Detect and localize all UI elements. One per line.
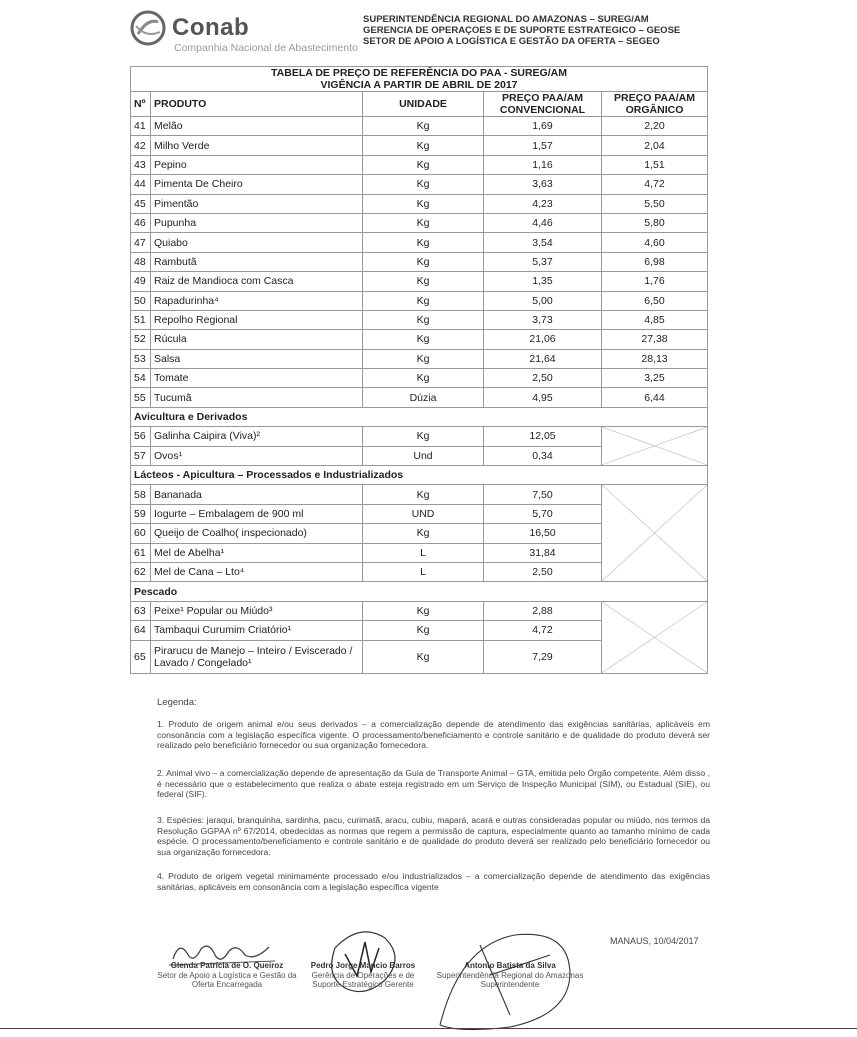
row-preco-organico: 3,25	[602, 369, 708, 388]
row-preco-convencional: 4,46	[484, 213, 602, 232]
row-preco-convencional: 1,35	[484, 272, 602, 291]
row-unidade: Kg	[363, 155, 484, 174]
row-preco-convencional: 4,95	[484, 388, 602, 407]
row-unidade: Kg	[363, 427, 484, 446]
row-unidade: Kg	[363, 369, 484, 388]
not-applicable-cross	[602, 602, 707, 673]
row-unidade: L	[363, 562, 484, 581]
row-number: 60	[131, 524, 151, 543]
row-produto: Melão	[151, 117, 363, 136]
signature-block-2	[303, 961, 423, 990]
row-number: 64	[131, 621, 151, 640]
row-produto: Salsa	[151, 349, 363, 368]
signature-1-name: Glenda Patrícia de O. Queiroz	[170, 961, 284, 970]
row-number: 52	[131, 330, 151, 349]
row-preco-organico: 1,51	[602, 155, 708, 174]
row-preco-convencional: 0,34	[484, 446, 602, 465]
row-preco-organico: 27,38	[602, 330, 708, 349]
table-row	[131, 427, 708, 446]
section-pescado: Pescado	[131, 582, 708, 601]
table-row	[131, 330, 708, 349]
row-produto: Milho Verde	[151, 136, 363, 155]
row-produto: Pupunha	[151, 213, 363, 232]
table-title-line-2: VIGÊNCIA A PARTIR DE ABRIL DE 2017	[320, 79, 518, 91]
row-produto: Ovos¹	[151, 446, 363, 465]
row-unidade: Kg	[363, 136, 484, 155]
row-unidade: Kg	[363, 213, 484, 232]
row-produto: Mel de Abelha¹	[151, 543, 363, 562]
row-preco-organico: 6,98	[602, 252, 708, 271]
row-unidade: Und	[363, 446, 484, 465]
col-header-convencional: PREÇO PAA/AM CONVENCIONAL	[484, 92, 602, 117]
row-preco-convencional: 1,69	[484, 117, 602, 136]
col-header-unidade: UNIDADE	[363, 92, 484, 117]
section-avicultura: Avicultura e Derivados	[131, 407, 708, 426]
row-preco-organico: 1,76	[602, 272, 708, 291]
row-number: 55	[131, 388, 151, 407]
row-produto: Tambaqui Curumim Criatório¹	[151, 621, 363, 640]
row-number: 45	[131, 194, 151, 213]
row-preco-convencional: 1,57	[484, 136, 602, 155]
row-unidade: Kg	[363, 117, 484, 136]
table-row	[131, 310, 708, 329]
logo-subtitle: Companhia Nacional de Abastecimento	[174, 42, 358, 54]
legend-note-2: 2. Animal vivo – a comercialização depende de apresentação da Guia de Transporte Animal – GTA, emitida pelo Órgão competente. Além disso , é necessário que o estabelecimento que realiza o abate esteja registrado em um Serviço de Inspeção Municipal (SIM), ou Estadual (SIE), ou federal (SIF).	[157, 768, 710, 799]
table-row	[131, 601, 708, 620]
organico-not-applicable	[602, 601, 708, 673]
row-preco-convencional: 5,00	[484, 291, 602, 310]
not-applicable-cross	[602, 485, 707, 581]
row-number: 63	[131, 601, 151, 620]
row-unidade: Dúzia	[363, 388, 484, 407]
row-preco-organico: 28,13	[602, 349, 708, 368]
row-preco-organico: 2,20	[602, 117, 708, 136]
row-preco-organico: 4,72	[602, 175, 708, 194]
signature-block-1	[157, 961, 297, 990]
table-row	[131, 272, 708, 291]
row-preco-convencional: 21,06	[484, 330, 602, 349]
table-row	[131, 485, 708, 504]
row-number: 41	[131, 117, 151, 136]
row-unidade: Kg	[363, 524, 484, 543]
row-unidade: L	[363, 543, 484, 562]
row-number: 58	[131, 485, 151, 504]
col-header-number: Nº	[131, 92, 151, 117]
table-row	[131, 155, 708, 174]
row-number: 65	[131, 640, 151, 673]
row-produto: Quiabo	[151, 233, 363, 252]
row-produto: Peixe¹ Popular ou Miúdo³	[151, 601, 363, 620]
row-preco-convencional: 1,16	[484, 155, 602, 174]
section-lacteos: Lácteos - Apicultura – Processados e Industrializados	[131, 466, 708, 485]
signature-1-title: Setor de Apoio a Logística e Gestão da Oferta Encarregada	[157, 970, 297, 989]
row-preco-convencional: 4,23	[484, 194, 602, 213]
row-number: 56	[131, 427, 151, 446]
row-produto: Pirarucu de Manejo – Inteiro / Eviscerado / Lavado / Congelado¹	[151, 640, 363, 673]
row-number: 47	[131, 233, 151, 252]
row-preco-organico: 5,50	[602, 194, 708, 213]
table-row	[131, 349, 708, 368]
signature-block-3	[425, 961, 595, 990]
row-preco-organico: 5,80	[602, 213, 708, 232]
table-row	[131, 213, 708, 232]
header-line-1: SUPERINTENDÊNCIA REGIONAL DO AMAZONAS – SUREG/AM	[363, 14, 649, 25]
row-preco-convencional: 3,54	[484, 233, 602, 252]
row-produto: Pimenta De Cheiro	[151, 175, 363, 194]
table-title	[131, 67, 708, 92]
row-number: 48	[131, 252, 151, 271]
row-number: 57	[131, 446, 151, 465]
row-preco-convencional: 5,70	[484, 504, 602, 523]
row-unidade: Kg	[363, 233, 484, 252]
section-row	[131, 466, 708, 485]
row-number: 51	[131, 310, 151, 329]
col-header-organico: PREÇO PAA/AM ORGÂNICO	[602, 92, 708, 117]
row-number: 43	[131, 155, 151, 174]
conab-logo-icon	[128, 8, 172, 52]
header-line-3: SETOR DE APOIO A LOGÍSTICA E GESTÃO DA OFERTA – SEGEO	[363, 36, 660, 48]
signature-2-title: Gerência de Operações e de Suporte Estratégico Gerente	[311, 970, 415, 989]
row-preco-organico: 4,60	[602, 233, 708, 252]
row-unidade: Kg	[363, 485, 484, 504]
row-preco-convencional: 7,29	[484, 640, 602, 673]
row-preco-organico: 4,85	[602, 310, 708, 329]
row-produto: Raiz de Mandioca com Casca	[151, 272, 363, 291]
row-produto: Repolho Regional	[151, 310, 363, 329]
legend-title: Legenda:	[157, 697, 197, 708]
table-row	[131, 291, 708, 310]
row-preco-convencional: 2,88	[484, 601, 602, 620]
row-produto: Pepino	[151, 155, 363, 174]
bottom-scan-line	[0, 1028, 857, 1029]
row-produto: Pimentão	[151, 194, 363, 213]
row-unidade: Kg	[363, 194, 484, 213]
row-unidade: Kg	[363, 601, 484, 620]
row-number: 42	[131, 136, 151, 155]
row-produto: Tucumã	[151, 388, 363, 407]
row-number: 50	[131, 291, 151, 310]
row-produto: Rambutã	[151, 252, 363, 271]
row-number: 59	[131, 504, 151, 523]
col-header-produto: PRODUTO	[151, 92, 363, 117]
section-row	[131, 407, 708, 426]
row-unidade: Kg	[363, 310, 484, 329]
row-preco-convencional: 2,50	[484, 369, 602, 388]
row-preco-organico: 2,04	[602, 136, 708, 155]
table-row	[131, 117, 708, 136]
table-row	[131, 369, 708, 388]
section-row	[131, 582, 708, 601]
row-unidade: Kg	[363, 330, 484, 349]
row-unidade: Kg	[363, 252, 484, 271]
document-header	[363, 14, 680, 48]
table-row	[131, 388, 708, 407]
table-row	[131, 252, 708, 271]
row-produto: Galinha Caipira (Viva)²	[151, 427, 363, 446]
row-preco-convencional: 16,50	[484, 524, 602, 543]
row-produto: Iogurte – Embalagem de 900 ml	[151, 504, 363, 523]
legend-note-1: 1. Produto de origem animal e/ou seus derivados – a comercialização depende de atendimento das exigências sanitárias, aplicáveis em consonância com a legislação específica vigente. O processamento/beneficiamento e controle sanitário e de qualidade do produto deverá ser realizado pelo beneficiário fornecedor ou sua organização fornecedora.	[157, 719, 710, 750]
row-preco-convencional: 2,50	[484, 562, 602, 581]
row-unidade: Kg	[363, 349, 484, 368]
row-preco-convencional: 31,84	[484, 543, 602, 562]
row-unidade: Kg	[363, 621, 484, 640]
row-number: 46	[131, 213, 151, 232]
legend-note-3: 3. Espécies: jaraqui, branquinha, sardinha, pacu, curimatã, aracu, cubiu, mapará, acará e outras consideradas popular ou miúdo, nos termos da Resolução GGPAA nº 67/2014, obedecidas as normas que regem a permissão de captura, especialmente quanto ao tamanho mínimo de cada espécie. O processamento/beneficiamento e controle sanitário e de qualidade do produto deverá ser realizado pelo beneficiário fornecedor ou sua organização fornecedora.	[157, 815, 710, 857]
table-row	[131, 233, 708, 252]
row-unidade: Kg	[363, 291, 484, 310]
header-line-2: GERENCIA DE OPERAÇOES E DE SUPORTE ESTRATEGICO – GEOSE	[363, 25, 681, 37]
row-number: 61	[131, 543, 151, 562]
row-number: 49	[131, 272, 151, 291]
row-preco-convencional: 21,64	[484, 349, 602, 368]
table-row	[131, 136, 708, 155]
table-row	[131, 175, 708, 194]
row-produto: Tomate	[151, 369, 363, 388]
row-unidade: UND	[363, 504, 484, 523]
row-number: 62	[131, 562, 151, 581]
row-produto: Queijo de Coalho( inspecionado)	[151, 524, 363, 543]
row-unidade: Kg	[363, 640, 484, 673]
row-unidade: Kg	[363, 272, 484, 291]
row-produto: Rapadurinha⁴	[151, 291, 363, 310]
signature-3-name: Antonio Batista da Silva	[464, 961, 556, 970]
row-produto: Rúcula	[151, 330, 363, 349]
row-number: 53	[131, 349, 151, 368]
organico-not-applicable	[602, 427, 708, 466]
row-preco-convencional: 3,63	[484, 175, 602, 194]
table-title-line-1: TABELA DE PREÇO DE REFERÊNCIA DO PAA - SUREG/AM	[271, 67, 567, 79]
document-date: MANAUS, 10/04/2017	[610, 936, 699, 946]
row-preco-convencional: 7,50	[484, 485, 602, 504]
row-produto: Mel de Cana – Lto⁴	[151, 562, 363, 581]
row-preco-organico: 6,50	[602, 291, 708, 310]
logo-name: Conab	[172, 14, 250, 41]
row-preco-convencional: 4,72	[484, 621, 602, 640]
legend-note-4: 4. Produto de origem vegetal minimamente processado e/ou industrializados – a comercialização depende de atendimento das exigências sanitárias, aplicáveis em consonância com a legislação específica vigente	[157, 871, 710, 892]
signature-3-title: Superintendência Regional do Amazonas Superintendente	[436, 970, 584, 989]
row-produto: Bananada	[151, 485, 363, 504]
row-number: 54	[131, 369, 151, 388]
row-number: 44	[131, 175, 151, 194]
organico-not-applicable	[602, 485, 708, 582]
signature-2-name: Pedro Jorge Mancio Barros	[310, 961, 416, 970]
row-preco-organico: 6,44	[602, 388, 708, 407]
row-preco-convencional: 12,05	[484, 427, 602, 446]
row-preco-convencional: 3,73	[484, 310, 602, 329]
row-unidade: Kg	[363, 175, 484, 194]
table-row	[131, 194, 708, 213]
row-preco-convencional: 5,37	[484, 252, 602, 271]
price-table	[130, 66, 708, 674]
not-applicable-cross	[602, 427, 707, 465]
